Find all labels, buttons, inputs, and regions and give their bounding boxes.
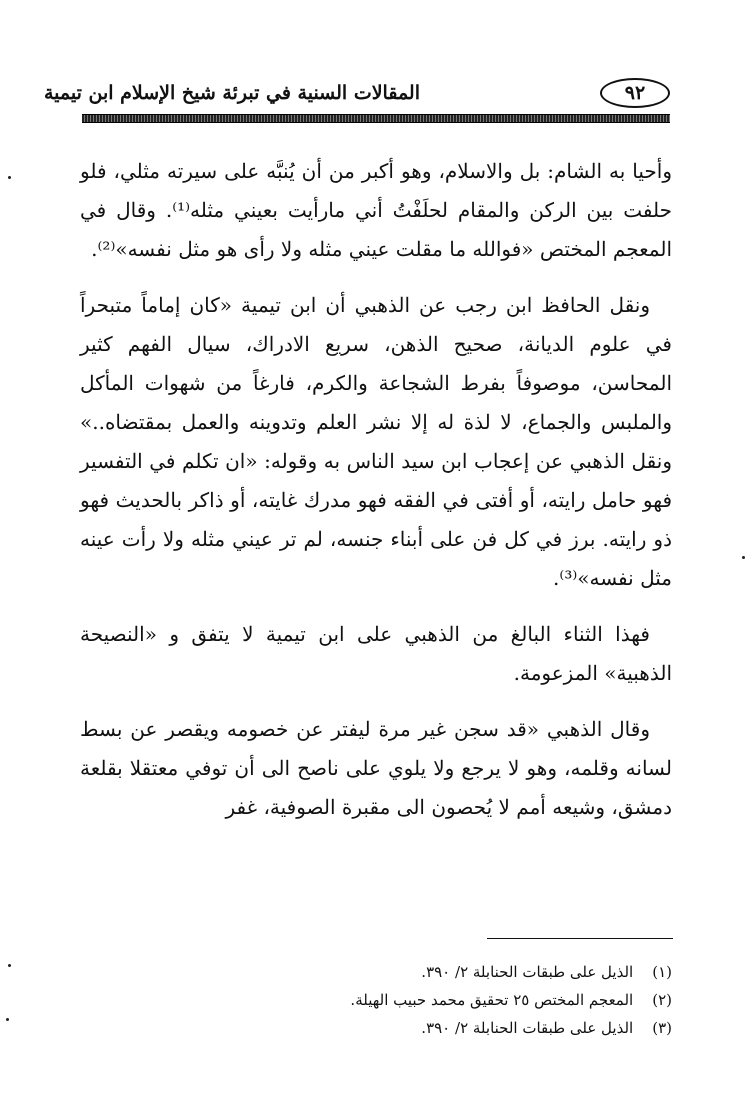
page-number: ٩٢ (600, 78, 670, 108)
paragraph-2: ونقل الحافظ ابن رجب عن الذهبي أن ابن تيمية «كان إماماً متبحراً في علوم الديانة، صحيح الذهن، سريع الادراك، سيال الفهم كثير المحاسن، موصوفاً بفرط الشجاعة والكرم، فارغاً من شهوات المأكل والملبس والجماع، لا لذة له إلا نشر العلم وتدوينه والعمل بمقتضاه..» ونقل الذهبي عن إعجاب ابن سيد الناس به وقوله: «ان تكلم في التفسير فهو حامل رايته، أو أفتى في الفقه فهو مدرك غايته، أو ذاكر بالحديث فهو ذو رايته. برز في كل فن على أبناء جنسه، لم تر عيني مثله ولا رأت عينه مثل نفسه»⁽³⁾. (80, 293, 673, 590)
scan-speck (742, 556, 745, 559)
scan-speck (8, 176, 11, 179)
footnote-text: المعجم المختص ٢٥ تحقيق محمد حبيب الهيلة. (350, 991, 634, 1009)
header-rule (82, 114, 670, 123)
footnote-number: (٣) (652, 1019, 672, 1037)
footnotes (80, 958, 672, 1042)
body-text (80, 152, 672, 844)
footnote-3 (80, 1014, 672, 1042)
paragraph-3: فهذا الثناء البالغ من الذهبي على ابن تيمية لا يتفق و «النصيحة الذهبية» المزعومة. (80, 622, 672, 685)
footnote-number: (٢) (652, 991, 672, 1009)
scan-speck (6, 1018, 9, 1021)
paragraph-4: وقال الذهبي «قد سجن غير مرة ليفتر عن خصومه ويقصر عن بسط لسانه وقلمه، وهو لا يرجع ولا يلوي على ناصح الى أن توفي معتقلا بقلعة دمشق، وشيعه أمم لا يُحصون الى مقبرة الصوفية، غفر (80, 717, 672, 819)
footnote-separator (487, 938, 673, 939)
page-header (43, 78, 670, 114)
footnote-text: الذيل على طبقات الحنابلة ٢/ ٣٩٠. (421, 1019, 634, 1037)
paragraph-1: وأحيا به الشام: بل والاسلام، وهو أكبر من أن يُنبَّه على سيرته مثلي، فلو حلفت بين الركن والمقام لحلَفْتُ أني مارأيت بعيني مثله⁽¹⁾. وقال في المعجم المختص «فوالله ما مقلت عيني مثله ولا رأى هو مثل نفسه»⁽²⁾. (80, 159, 672, 261)
footnote-text: الذيل على طبقات الحنابلة ٢/ ٣٩٠. (421, 963, 634, 981)
footnote-number: (١) (652, 963, 672, 981)
footnote-1 (80, 958, 672, 986)
scan-speck (8, 964, 11, 967)
running-title: المقالات السنية في تبرئة شيخ الإسلام ابن تيمية (43, 82, 420, 104)
footnote-2 (80, 986, 672, 1014)
